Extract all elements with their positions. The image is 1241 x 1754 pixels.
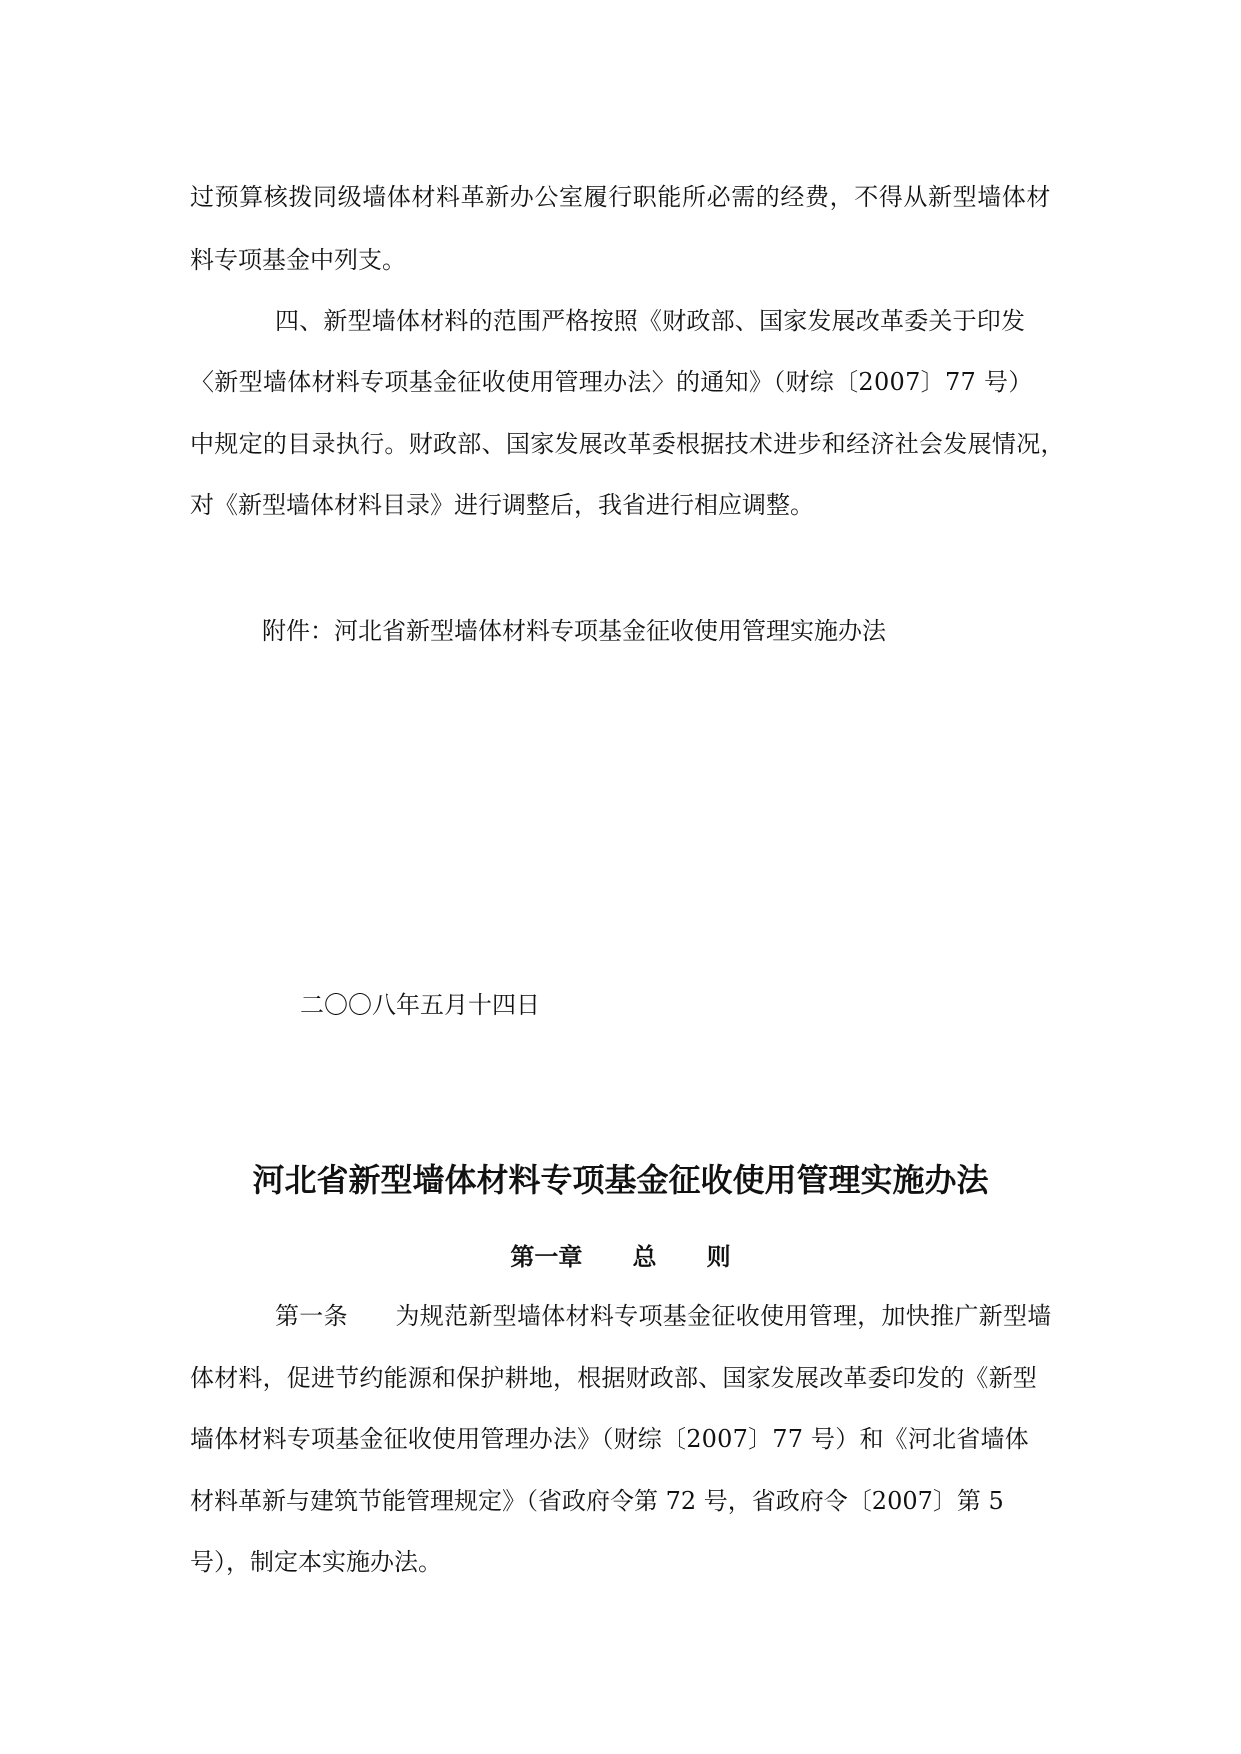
chapter-heading: 第一章 总 则: [510, 1243, 731, 1271]
body-text-line: 号），制定本实施办法。: [190, 1548, 442, 1576]
document-date: 二〇〇八年五月十四日: [300, 991, 540, 1019]
body-text-line: 对《新型墙体材料目录》进行调整后，我省进行相应调整。: [190, 491, 814, 519]
body-text-line: 材料革新与建筑节能管理规定》（省政府令第 72 号，省政府令〔2007〕第 5: [190, 1487, 1004, 1515]
attachment-note: 附件：河北省新型墙体材料专项基金征收使用管理实施办法: [262, 617, 886, 645]
body-text-line: 过预算核拨同级墙体材料革新办公室履行职能所必需的经费，不得从新型墙体材: [190, 183, 1051, 211]
paragraph-four-first-line: 四、新型墙体材料的范围严格按照《财政部、国家发展改革委关于印发: [275, 307, 1026, 335]
body-text-line: 中规定的目录执行。财政部、国家发展改革委根据技术进步和经济社会发展情况，: [190, 430, 1065, 458]
body-text-line: 〈新型墙体材料专项基金征收使用管理办法〉的通知》（财综〔2007〕77 号）: [190, 368, 1033, 396]
body-text-line: 墙体材料专项基金征收使用管理办法》（财综〔2007〕77 号）和《河北省墙体: [190, 1425, 1029, 1453]
document-title: 河北省新型墙体材料专项基金征收使用管理实施办法: [252, 1161, 989, 1199]
article-one-first-line: 第一条 为规范新型墙体材料专项基金征收使用管理，加快推广新型墙: [275, 1302, 1052, 1330]
body-text-line: 料专项基金中列支。: [190, 246, 406, 274]
body-text-line: 体材料，促进节约能源和保护耕地，根据财政部、国家发展改革委印发的《新型: [190, 1364, 1037, 1392]
